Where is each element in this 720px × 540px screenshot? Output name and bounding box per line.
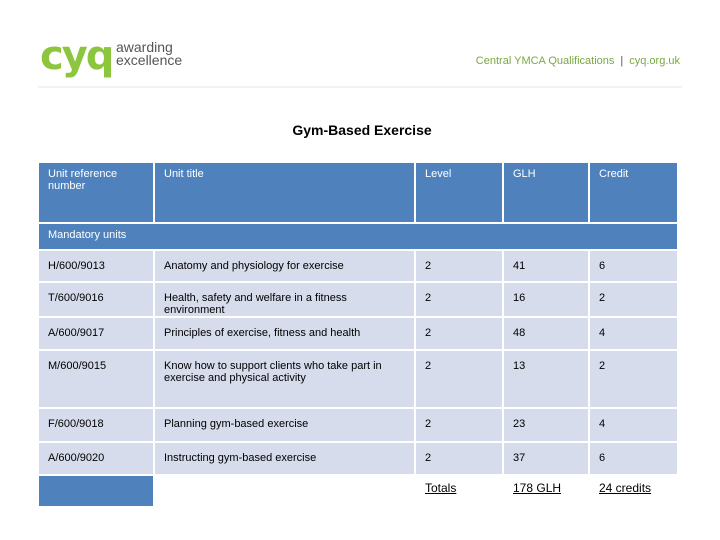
glh-cell: 48 [504, 318, 588, 349]
column-header-unit-title: Unit title [155, 163, 414, 222]
credit-cell: 4 [590, 318, 677, 349]
totals-credit: 24 credits [590, 476, 677, 506]
table-row [39, 251, 677, 281]
glh-cell: 41 [504, 251, 588, 281]
unit-reference-cell: T/600/9016 [39, 283, 153, 316]
level-cell: 2 [416, 443, 502, 474]
table-row [39, 409, 677, 441]
header-divider [38, 86, 682, 88]
header-org-info [476, 55, 680, 67]
column-header-unit-reference: Unit reference number [39, 163, 153, 222]
credit-cell: 4 [590, 409, 677, 441]
unit-title-cell: Planning gym-based exercise [155, 409, 414, 441]
credit-cell: 2 [590, 283, 677, 316]
unit-title-cell: Anatomy and physiology for exercise [155, 251, 414, 281]
level-cell: 2 [416, 318, 502, 349]
level-cell: 2 [416, 351, 502, 407]
website-link[interactable]: cyq.org.uk [629, 55, 680, 67]
unit-reference-cell: A/600/9017 [39, 318, 153, 349]
glh-cell: 23 [504, 409, 588, 441]
unit-reference-cell: F/600/9018 [39, 409, 153, 441]
table-row [39, 351, 677, 407]
table-row [39, 443, 677, 474]
credit-cell: 6 [590, 251, 677, 281]
unit-title-cell: Principles of exercise, fitness and health [155, 318, 414, 349]
totals-blank-cell [39, 476, 153, 506]
table-row [39, 283, 677, 316]
totals-glh: 178 GLH [504, 476, 588, 506]
level-cell: 2 [416, 283, 502, 316]
unit-title-cell: Health, safety and welfare in a fitness environment [155, 283, 414, 316]
logo-tagline-line2: excellence [116, 52, 183, 68]
level-cell: 2 [416, 409, 502, 441]
column-header-credit: Credit [590, 163, 677, 222]
units-table [37, 161, 679, 508]
column-header-glh: GLH [504, 163, 588, 222]
glh-cell: 13 [504, 351, 588, 407]
glh-cell: 16 [504, 283, 588, 316]
page-header [0, 0, 720, 92]
glh-cell: 37 [504, 443, 588, 474]
totals-spacer-cell [155, 476, 414, 506]
unit-title-cell: Instructing gym-based exercise [155, 443, 414, 474]
logo-tagline-line1: awarding [116, 39, 173, 55]
section-row [39, 224, 677, 249]
header-separator: | [620, 55, 624, 67]
table-row [39, 318, 677, 349]
unit-reference-cell: M/600/9015 [39, 351, 153, 407]
page-title: Gym-Based Exercise [292, 122, 432, 138]
logo-tagline [116, 41, 182, 67]
cyq-logo: cyq [40, 33, 113, 79]
unit-reference-cell: A/600/9020 [39, 443, 153, 474]
unit-reference-cell: H/600/9013 [39, 251, 153, 281]
table-header-row [39, 163, 677, 222]
column-header-level: Level [416, 163, 502, 222]
unit-title-cell: Know how to support clients who take part in exercise and physical activity [155, 351, 414, 407]
org-name: Central YMCA Qualifications [475, 55, 615, 67]
totals-label: Totals [416, 476, 502, 506]
totals-row [39, 476, 677, 506]
level-cell: 2 [416, 251, 502, 281]
credit-cell: 6 [590, 443, 677, 474]
section-label: Mandatory units [39, 224, 677, 249]
credit-cell: 2 [590, 351, 677, 407]
